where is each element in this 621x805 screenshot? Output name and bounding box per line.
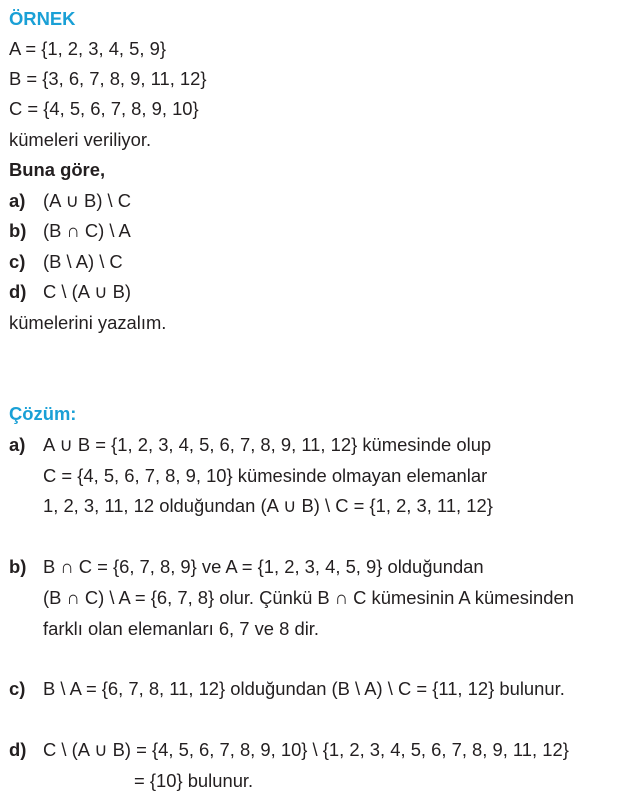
- question-item-c: [9, 251, 123, 273]
- solution-text: B \ A = {6, 7, 8, 11, 12} olduğundan (B \ A) \ C = {11, 12} bulunur.: [43, 678, 565, 699]
- prompt-text: Buna göre,: [9, 159, 106, 180]
- solution-text: B ∩ C = {6, 7, 8, 9} ve A = {1, 2, 3, 4, 5, 9} olduğundan: [43, 556, 484, 577]
- question-expression: (A ∪ B) \ C: [43, 190, 132, 211]
- question-label: b): [9, 220, 27, 241]
- set-c-definition: C = {4, 5, 6, 7, 8, 9, 10}: [9, 98, 199, 119]
- solution-text: A ∪ B = {1, 2, 3, 4, 5, 6, 7, 8, 9, 11, 12} kümesinde olup: [43, 434, 492, 455]
- closing-text: kümelerini yazalım.: [9, 312, 167, 333]
- question-item-a: [9, 190, 131, 212]
- example-heading: ÖRNEK: [9, 8, 76, 29]
- question-expression: C \ (A ∪ B): [43, 281, 132, 302]
- set-b-definition: B = {3, 6, 7, 8, 9, 11, 12}: [9, 68, 207, 89]
- solution-c-line-1: [9, 678, 565, 700]
- solution-d-line-2: = {10} bulunur.: [134, 770, 254, 791]
- solution-label: d): [9, 739, 27, 760]
- question-expression: (B ∩ C) \ A: [43, 220, 131, 241]
- solution-b-line-1: [9, 556, 484, 578]
- question-label: a): [9, 190, 26, 211]
- solution-a-line-2: C = {4, 5, 6, 7, 8, 9, 10} kümesinde olmayan elemanlar: [43, 465, 488, 486]
- question-expression: (B \ A) \ C: [43, 251, 123, 272]
- solution-a-line-3: 1, 2, 3, 11, 12 olduğundan (A ∪ B) \ C = {1, 2, 3, 11, 12}: [43, 495, 493, 516]
- solution-label: c): [9, 678, 26, 699]
- solution-text: C \ (A ∪ B) = {4, 5, 6, 7, 8, 9, 10} \ {1, 2, 3, 4, 5, 6, 7, 8, 9, 11, 12}: [43, 739, 569, 760]
- solution-b-line-3: farklı olan elemanları 6, 7 ve 8 dir.: [43, 618, 320, 639]
- solution-label: b): [9, 556, 27, 577]
- solution-d-line-1: [9, 739, 569, 761]
- solution-a-line-1: [9, 434, 491, 456]
- set-a-definition: A = {1, 2, 3, 4, 5, 9}: [9, 38, 166, 59]
- solution-label: a): [9, 434, 26, 455]
- solution-heading: Çözüm:: [9, 403, 77, 424]
- solution-b-line-2: (B ∩ C) \ A = {6, 7, 8} olur. Çünkü B ∩ C kümesinin A kümesinden: [43, 587, 574, 608]
- question-item-b: [9, 220, 131, 242]
- question-item-d: [9, 281, 131, 303]
- question-label: c): [9, 251, 26, 272]
- given-text: kümeleri veriliyor.: [9, 129, 152, 150]
- question-label: d): [9, 281, 27, 302]
